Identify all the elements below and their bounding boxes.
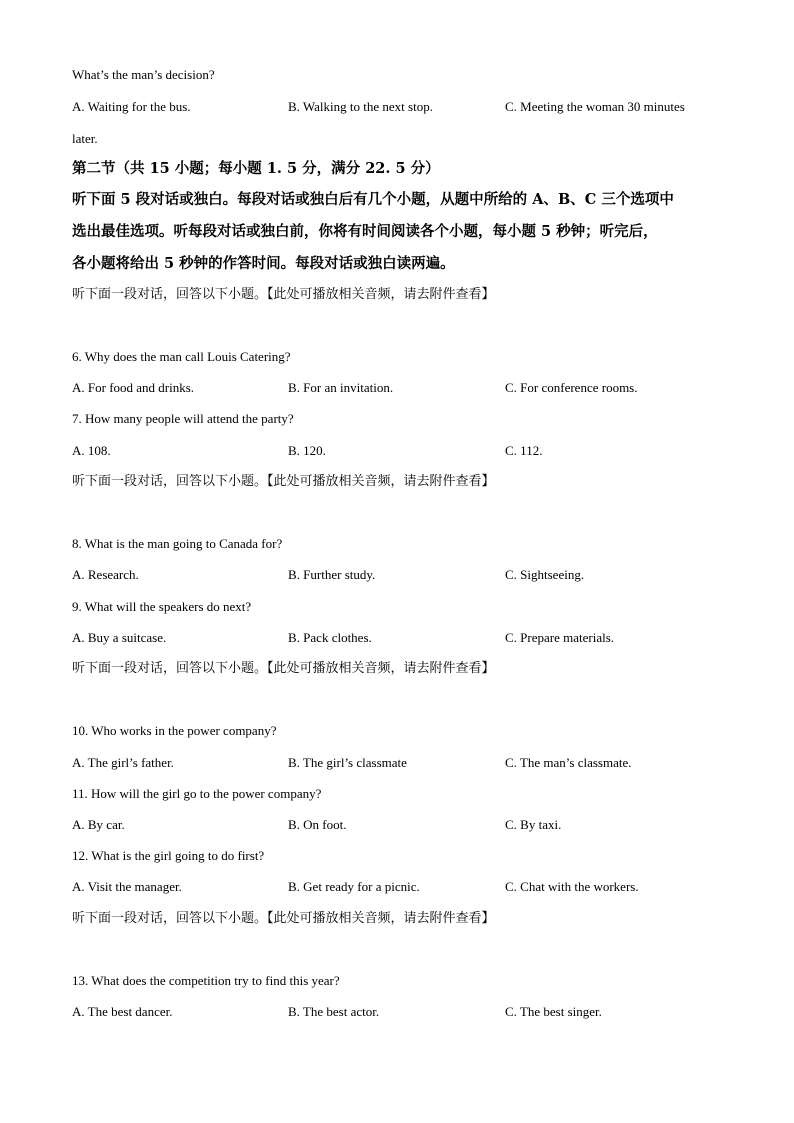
question-8-option-b: B. Further study. (288, 567, 376, 582)
section-instruction-line-1: 听下面 5 段对话或独白。每段对话或独白后有几个小题，从题中所给的 A、B、C 三个选项中 (72, 191, 674, 208)
question-10-option-c: C. The man’s classmate. (505, 755, 632, 770)
question-11-option-b: B. On foot. (288, 817, 347, 832)
question-5-option-c: C. Meeting the woman 30 minutes (505, 99, 685, 114)
question-7-option-a: A. 108. (72, 443, 111, 458)
question-5-option-c-wrap: later. (72, 131, 98, 146)
question-6-option-c: C. For conference rooms. (505, 380, 638, 395)
question-9-option-c: C. Prepare materials. (505, 630, 615, 645)
question-9-stem: 9. What will the speakers do next? (72, 599, 252, 614)
question-9-option-a: A. Buy a suitcase. (72, 630, 167, 645)
question-13-option-c: C. The best singer. (505, 1004, 602, 1019)
section-instruction-line-3: 各小题将给出 5 秒钟的作答时间。每段对话或独白读两遍。 (72, 255, 455, 272)
question-12-option-a: A. Visit the manager. (72, 879, 182, 894)
question-5-option-a: A. Waiting for the bus. (72, 99, 191, 114)
question-5-option-b: B. Walking to the next stop. (288, 99, 433, 114)
section-heading: 第二节（共 15 小题；每小题 1. 5 分，满分 22. 5 分） (72, 160, 440, 177)
question-5-stem: What’s the man’s decision? (72, 67, 215, 82)
question-7-option-c: C. 112. (505, 443, 543, 458)
audio-prompt: 听下面一段对话，回答以下小题。【此处可播放相关音频，请去附件查看】 (72, 661, 495, 676)
question-12-option-c: C. Chat with the workers. (505, 879, 639, 894)
question-8-stem: 8. What is the man going to Canada for? (72, 536, 283, 551)
audio-prompt: 听下面一段对话，回答以下小题。【此处可播放相关音频，请去附件查看】 (72, 911, 495, 926)
question-6-stem: 6. Why does the man call Louis Catering? (72, 349, 291, 364)
section-instruction-line-2: 选出最佳选项。听每段对话或独白前，你将有时间阅读各个小题，每小题 5 秒钟；听完后， (72, 223, 658, 240)
question-10-option-a: A. The girl’s father. (72, 755, 174, 770)
question-11-option-a: A. By car. (72, 817, 125, 832)
question-8-option-a: A. Research. (72, 567, 139, 582)
question-11-stem: 11. How will the girl go to the power company? (72, 786, 322, 801)
question-11-option-c: C. By taxi. (505, 817, 562, 832)
audio-prompt: 听下面一段对话，回答以下小题。【此处可播放相关音频，请去附件查看】 (72, 474, 495, 489)
audio-prompt: 听下面一段对话，回答以下小题。【此处可播放相关音频，请去附件查看】 (72, 287, 495, 302)
question-12-option-b: B. Get ready for a picnic. (288, 879, 420, 894)
question-8-option-c: C. Sightseeing. (505, 567, 585, 582)
question-6-option-a: A. For food and drinks. (72, 380, 195, 395)
question-13-stem: 13. What does the competition try to find this year? (72, 973, 340, 988)
question-13-option-a: A. The best dancer. (72, 1004, 173, 1019)
question-6-option-b: B. For an invitation. (288, 380, 394, 395)
question-12-stem: 12. What is the girl going to do first? (72, 848, 265, 863)
question-9-option-b: B. Pack clothes. (288, 630, 372, 645)
question-13-option-b: B. The best actor. (288, 1004, 380, 1019)
question-7-option-b: B. 120. (288, 443, 326, 458)
question-7-stem: 7. How many people will attend the party? (72, 411, 294, 426)
question-10-stem: 10. Who works in the power company? (72, 723, 277, 738)
question-10-option-b: B. The girl’s classmate (288, 755, 407, 770)
